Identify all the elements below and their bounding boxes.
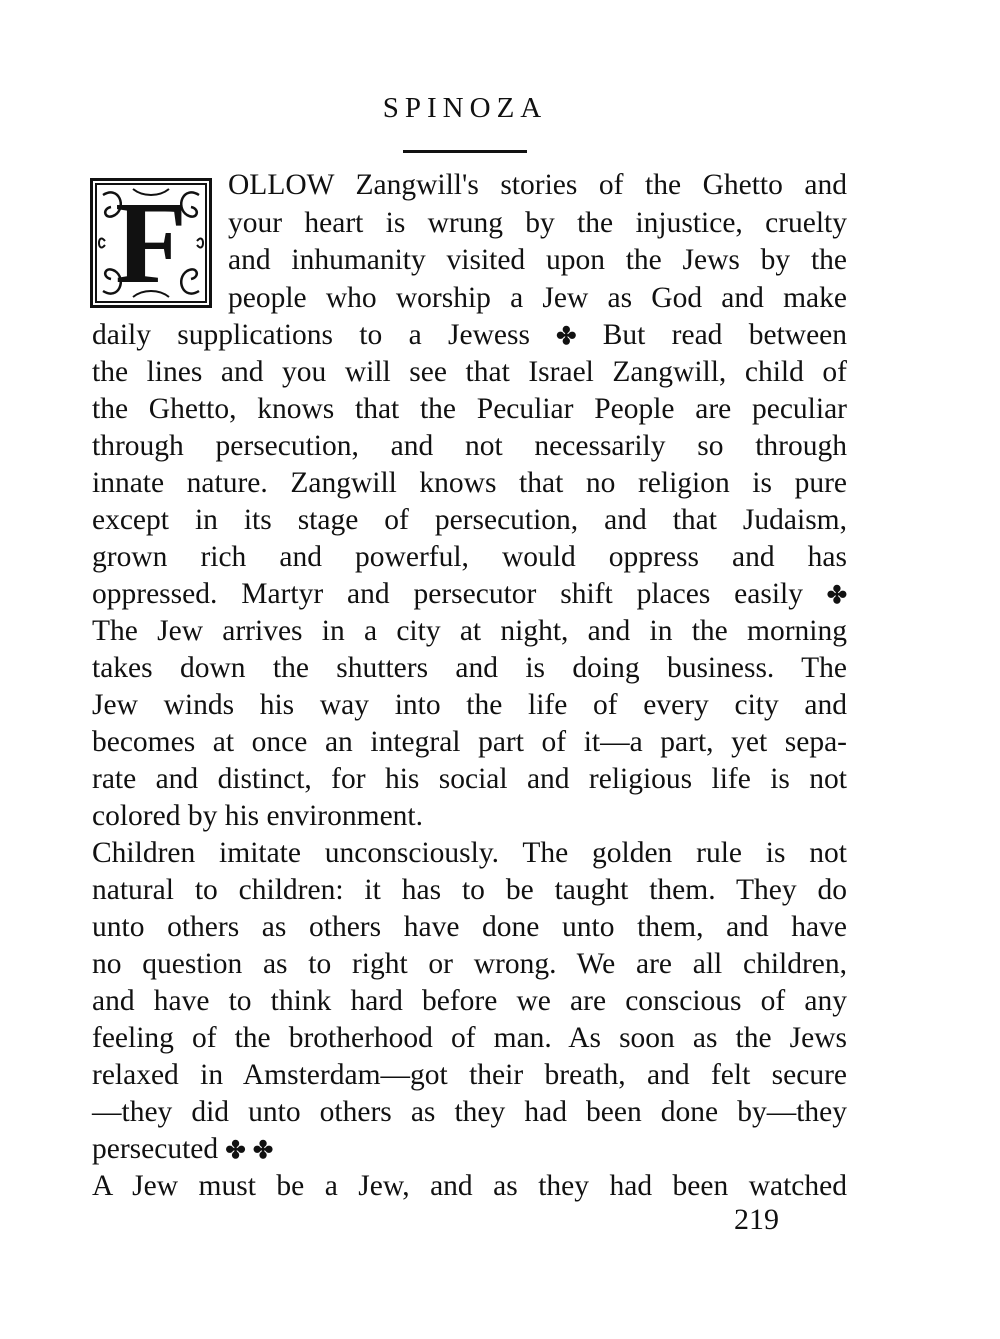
text-line: the lines and you will see that Israel Zangwill, child of [92, 356, 847, 388]
text-line: colored by his environment. [92, 800, 423, 832]
fleuron-ornament: ✤ [252, 1138, 274, 1164]
text-line: relaxed in Amsterdam—got their breath, and felt secure [92, 1059, 847, 1091]
text-line: no question as to right or wrong. We are all children, [92, 948, 847, 980]
text-line: except in its stage of persecution, and that Judaism, [92, 504, 847, 536]
text-line [92, 317, 847, 355]
text-line: Children imitate unconsciously. The golden rule is not [92, 837, 847, 869]
header-rule [403, 150, 527, 153]
text-line: people who worship a Jew as God and make [228, 282, 847, 314]
text-line: —they did unto others as they had been done by—they [92, 1096, 847, 1128]
text-line: and inhumanity visited upon the Jews by the [228, 244, 847, 276]
text-line: rate and distinct, for his social and religious life is not [92, 763, 847, 795]
fleuron-ornament: ✤ [225, 1138, 246, 1164]
text-fragment: persecuted [92, 1133, 219, 1165]
text-fragment: daily supplications to a Jewess [92, 319, 530, 351]
text-line: becomes at once an integral part of it—a part, yet sepa- [92, 726, 847, 758]
text-fragment: oppressed. Martyr and persecutor shift places easily [92, 578, 803, 610]
drop-cap-letter: F [114, 177, 188, 308]
text-line: your heart is wrung by the injustice, cruelty [228, 207, 847, 239]
text-line: innate nature. Zangwill knows that no religion is pure [92, 467, 847, 499]
text-line: grown rich and powerful, would oppress and has [92, 541, 847, 573]
text-line: A Jew must be a Jew, and as they had been watched [92, 1170, 847, 1202]
fleuron-ornament: ✤ [826, 583, 847, 609]
text-line [92, 576, 847, 614]
text-line: OLLOW Zangwill's stories of the Ghetto and [228, 169, 847, 201]
running-head: SPINOZA [382, 92, 548, 124]
page-number: 219 [734, 1203, 779, 1236]
text-line [92, 1131, 847, 1169]
text-line: unto others as others have done unto them, and have [92, 911, 847, 943]
text-line: natural to children: it has to be taught them. They do [92, 874, 847, 906]
text-line: the Ghetto, knows that the Peculiar People are peculiar [92, 393, 847, 425]
drop-cap [90, 178, 212, 308]
text-fragment: But read between [602, 319, 848, 351]
text-line: takes down the shutters and is doing business. The [92, 652, 847, 684]
text-line: and have to think hard before we are conscious of any [92, 985, 847, 1017]
text-line: through persecution, and not necessarily so through [92, 430, 847, 462]
text-line: feeling of the brotherhood of man. As soon as the Jews [92, 1022, 847, 1054]
fleuron-ornament: ✤ [556, 324, 577, 350]
text-line: Jew winds his way into the life of every city and [92, 689, 847, 721]
text-line: The Jew arrives in a city at night, and in the morning [92, 615, 847, 647]
